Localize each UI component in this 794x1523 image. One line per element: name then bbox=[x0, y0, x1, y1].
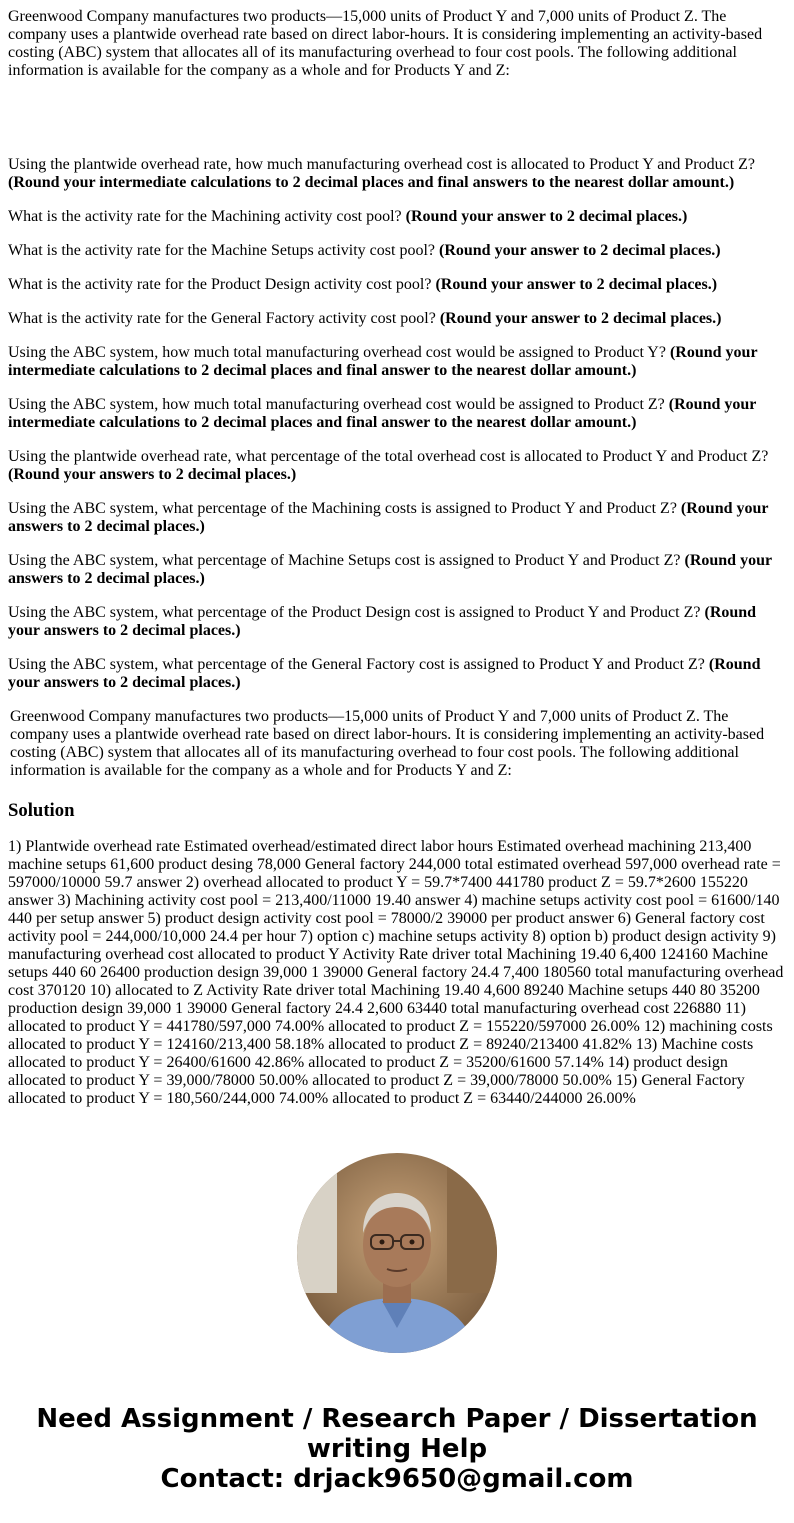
question-9: Using the ABC system, what percentage of the Machining costs is assigned to Product Y and Product Z? (Round your answers to 2 decimal places.) bbox=[8, 500, 769, 535]
question-6: Using the ABC system, how much total manufacturing overhead cost would be assigned to Product Y? (Round your intermediate calculations to 2 decimal places and final answer to the nearest dollar amount.) bbox=[8, 344, 758, 379]
promo-line-1: Need Assignment / Research Paper / Dissertation bbox=[36, 1404, 758, 1434]
missing-table-space bbox=[8, 80, 786, 156]
document-body bbox=[8, 8, 786, 1108]
promo-line-2: writing Help bbox=[306, 1434, 488, 1464]
question-12: Using the ABC system, what percentage of the General Factory cost is assigned to Product Y and Product Z? (Round your answers to 2 decimal places.) bbox=[8, 656, 761, 691]
question-1: Using the plantwide overhead rate, how much manufacturing overhead cost is allocated to Product Y and Product Z? (Round your intermediate calculations to 2 decimal places and final answers to the nearest dollar amount.) bbox=[8, 156, 756, 191]
question-11: Using the ABC system, what percentage of the Product Design cost is assigned to Product Y and Product Z? (Round your answers to 2 decimal places.) bbox=[8, 604, 757, 639]
question-list bbox=[8, 156, 786, 692]
author-portrait-image bbox=[297, 1153, 497, 1353]
repeated-intro: Greenwood Company manufactures two products—15,000 units of Product Y and 7,000 units of Product Z. The company uses a plantwide overhead rate based on direct labor-hours. It is considering implementing an activity-based costing (ABC) system that allocates all of its manufacturing overhead to four cost pools. The following additional information is available for the company as a whole and for Products Y and Z: bbox=[10, 708, 765, 779]
author-avatar bbox=[297, 1153, 497, 1353]
problem-intro: Greenwood Company manufactures two products—15,000 units of Product Y and 7,000 units of Product Z. The company uses a plantwide overhead rate based on direct labor-hours. It is considering implementing an activity-based costing (ABC) system that allocates all of its manufacturing overhead to four cost pools. The following additional information is available for the company as a whole and for Products Y and Z: bbox=[8, 8, 763, 79]
question-10: Using the ABC system, what percentage of Machine Setups cost is assigned to Product Y and Product Z? (Round your answers to 2 decimal places.) bbox=[8, 552, 772, 587]
question-4: What is the activity rate for the Product Design activity cost pool? (Round your answer to 2 decimal places.) bbox=[8, 276, 718, 293]
question-8: Using the plantwide overhead rate, what percentage of the total overhead cost is allocated to Product Y and Product Z? (Round your answers to 2 decimal places.) bbox=[8, 448, 769, 483]
question-3: What is the activity rate for the Machine Setups activity cost pool? (Round your answer to 2 decimal places.) bbox=[8, 242, 721, 259]
promo-banner bbox=[0, 1404, 794, 1494]
question-2: What is the activity rate for the Machining activity cost pool? (Round your answer to 2 decimal places.) bbox=[8, 208, 688, 225]
question-5: What is the activity rate for the General Factory activity cost pool? (Round your answer to 2 decimal places.) bbox=[8, 310, 722, 327]
question-7: Using the ABC system, how much total manufacturing overhead cost would be assigned to Product Z? (Round your intermediate calculations to 2 decimal places and final answer to the nearest dollar amount.) bbox=[8, 396, 757, 431]
promo-contact: Contact: drjack9650@gmail.com bbox=[160, 1464, 634, 1494]
solution-heading: Solution bbox=[8, 800, 75, 821]
solution-text: 1) Plantwide overhead rate Estimated overhead/estimated direct labor hours Estimated overhead machining 213,400 machine setups 61,600 product desing 78,000 General factory 244,000 total estimated overhead 597,000 overhead rate = 597000/10000 59.7 answer 2) overhead allocated to product Y = 59.7*7400 441780 product Z = 59.7*2600 155220 answer 3) Machining activity cost pool = 213,400/11000 19.40 answer 4) machine setups activity cost pool = 61600/140 440 per setup answer 5) product design activity cost pool = 78000/2 39000 per product answer 6) General factory cost activity pool = 244,000/10,000 24.4 per hour 7) option c) machine setups activity 8) option b) product design activity 9) manufacturing overhead cost allocated to product Y Activity Rate driver total Machining 19.40 6,400 124160 Machine setups 440 60 26400 production design 39,000 1 39000 General factory 24.4 7,400 180560 total manufacturing overhead cost 370120 10) allocated to Z Activity Rate driver total Machining 19.40 4,600 89240 Machine setups 440 80 35200 production design 39,000 1 39000 General factory 24.4 2,600 63440 total manufacturing overhead cost 226880 11) allocated to product Y = 441780/597,000 74.00% allocated to product Z = 155220/597000 26.00% 12) machining costs allocated to product Y = 124160/213,400 58.18% allocated to product Z = 89240/213400 41.82% 13) Machine costs allocated to product Y = 26400/61600 42.86% allocated to product Z = 35200/61600 57.14% 14) product design allocated to product Y = 39,000/78000 50.00% allocated to product Z = 39,000/78000 50.00% 15) General Factory allocated to product Y = 180,560/244,000 74.00% allocated to product Z = 63440/244000 26.00% bbox=[8, 838, 784, 1107]
